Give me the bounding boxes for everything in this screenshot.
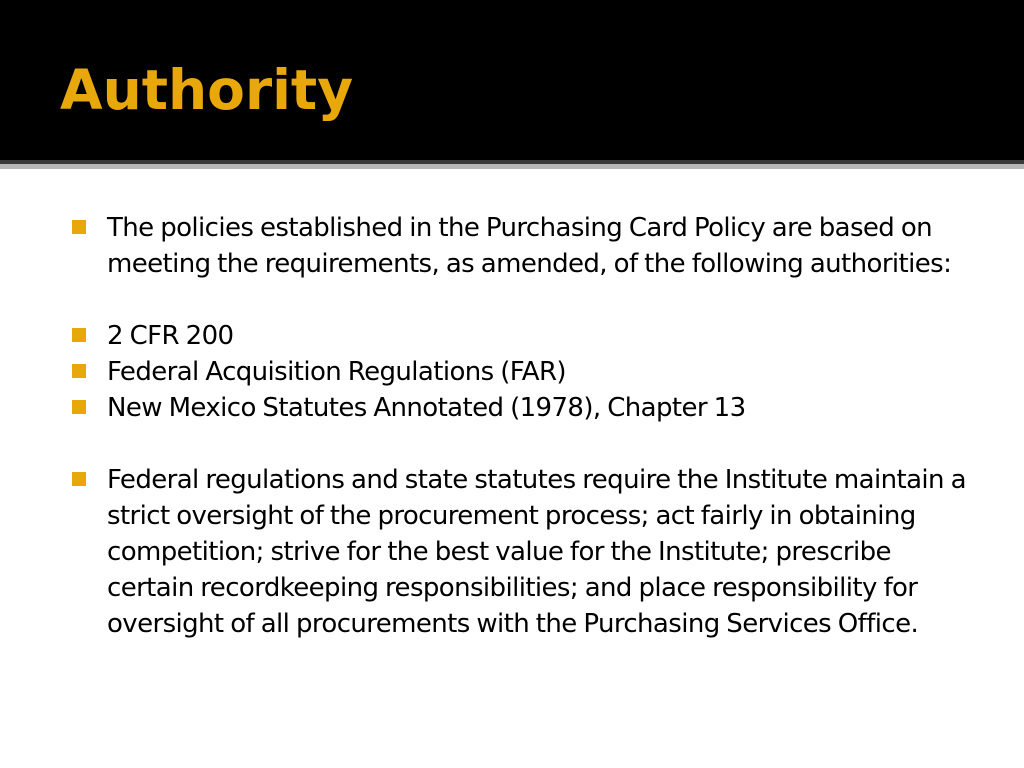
- bullet-item: [72, 354, 972, 390]
- square-bullet-icon: [72, 328, 86, 342]
- bullet-item: [72, 462, 972, 642]
- slide-title: Authority: [60, 58, 354, 122]
- square-bullet-icon: [72, 472, 86, 486]
- bullet-item: [72, 318, 972, 354]
- bullet-text: The policies established in the Purchasing Card Policy are based on meeting the requirements, as amended, of the following authorities:: [107, 213, 952, 279]
- bullet-text: 2 CFR 200: [107, 321, 234, 351]
- square-bullet-icon: [72, 400, 86, 414]
- bullet-text: Federal regulations and state statutes require the Institute maintain a strict oversight of the procurement process; act fairly in obtaining competition; strive for the best value for the Institute; prescribe certain recordkeeping responsibilities; and place responsibility for oversight of all procurements with the Purchasing Services Office.: [107, 465, 966, 639]
- bullet-list: [72, 210, 972, 642]
- title-divider-shadow: [0, 164, 1024, 169]
- bullet-text: New Mexico Statutes Annotated (1978), Chapter 13: [107, 393, 746, 423]
- square-bullet-icon: [72, 364, 86, 378]
- square-bullet-icon: [72, 220, 86, 234]
- bullet-item: [72, 210, 972, 282]
- bullet-text: Federal Acquisition Regulations (FAR): [107, 357, 566, 387]
- bullet-item: [72, 390, 972, 426]
- title-bar: [0, 0, 1024, 160]
